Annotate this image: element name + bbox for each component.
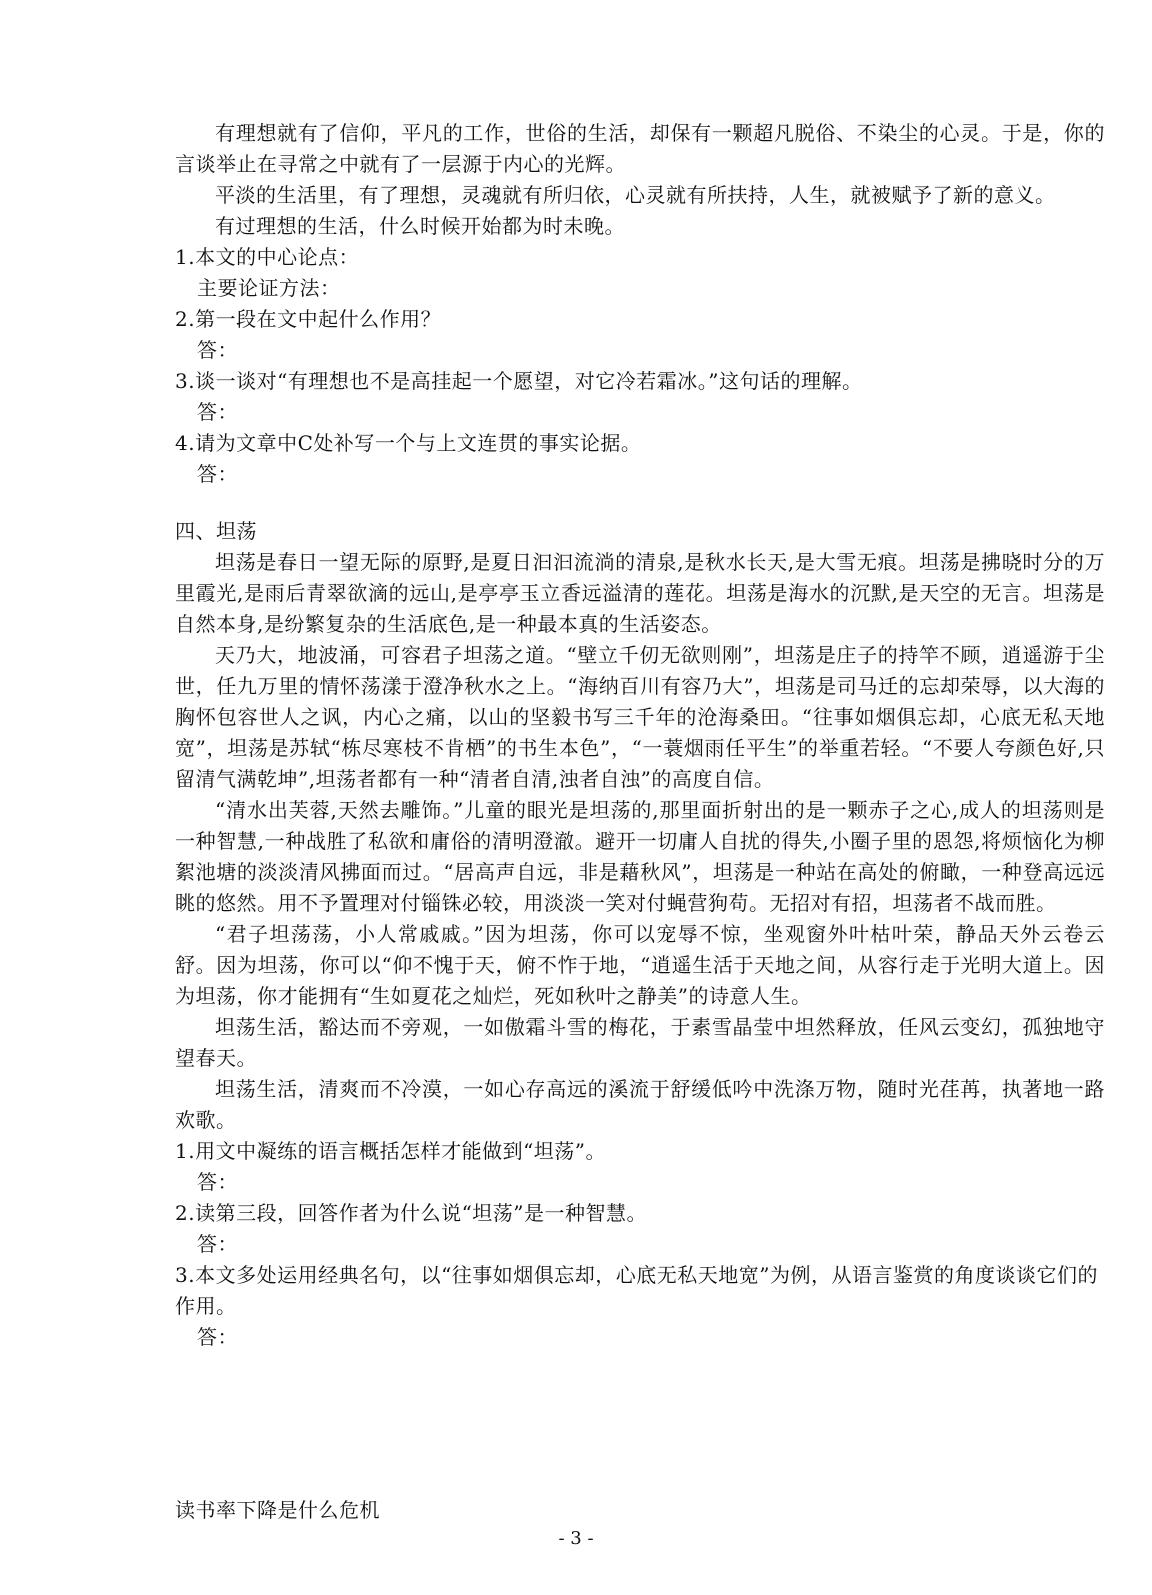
section-4-block bbox=[175, 516, 1105, 1353]
paragraph: “清水出芙蓉,天然去雕饰。”儿童的眼光是坦荡的,那里面折射出的是一颗赤子之心,成人的坦荡则是一种智慧,一种战胜了私欲和庸俗的清明澄澈。避开一切庸人自扰的得失,小圈子里的恩怨,将烦恼化为柳絮池塘的淡淡清风拂面而过。“居高声自远，非是藉秋风”，坦荡是一种站在高处的俯瞰，一种登高远远眺的悠然。用不予置理对付锱铢必较，用淡淡一笑对付蝇营狗苟。无招对有招，坦荡者不战而胜。 bbox=[175, 798, 1105, 915]
question-3: 3.本文多处运用经典名句，以“往事如烟俱忘却，心底无私天地宽”为例，从语言鉴赏的角度谈谈它们的作用。 bbox=[175, 1263, 1099, 1318]
page-number: - 3 - bbox=[558, 1528, 594, 1549]
question-1: 1.用文中凝练的语言概括怎样才能做到“坦荡”。 bbox=[175, 1139, 607, 1163]
answer-line: 答： bbox=[197, 400, 238, 424]
paragraph: 坦荡是春日一望无际的原野,是夏日汩汩流淌的清泉,是秋水长天,是大雪无痕。坦荡是拂晓时分的万里霞光,是雨后青翠欲滴的远山,是亭亭玉立香远溢清的莲花。坦荡是海水的沉默,是天空的无言。坦荡是自然本身,是纷繁复杂的生活底色,是一种最本真的生活姿态。 bbox=[175, 550, 1105, 636]
answer-line: 主要论证方法： bbox=[197, 276, 341, 300]
answer-line: 答： bbox=[197, 1325, 238, 1349]
paragraph: 平淡的生活里，有了理想，灵魂就有所归依，心灵就有所扶持，人生，就被赋予了新的意义。 bbox=[215, 183, 1056, 207]
answer-line: 答： bbox=[197, 462, 238, 486]
paragraph: 有过理想的生活，什么时候开始都为时未晚。 bbox=[215, 214, 625, 238]
paragraph: “君子坦荡荡，小人常戚戚。”因为坦荡，你可以宠辱不惊，坐观窗外叶枯叶荣，静品天外云卷云舒。因为坦荡，你可以“仰不愧于天，俯不怍于地，“逍遥生活于天地之间，从容行走于光明大道上。因为坦荡，你才能拥有“生如夏花之灿烂，死如秋叶之静美”的诗意人生。 bbox=[175, 922, 1105, 1008]
section-title: 四、坦荡 bbox=[175, 519, 257, 543]
next-article-title: 读书率下降是什么危机 bbox=[175, 1498, 380, 1522]
question-2: 2.第一段在文中起什么作用？ bbox=[175, 307, 442, 331]
section-3-block bbox=[175, 118, 1105, 490]
answer-line: 答： bbox=[197, 338, 238, 362]
question-3: 3.谈一谈对“有理想也不是高挂起一个愿望，对它冷若霜冰。”这句话的理解。 bbox=[175, 369, 863, 393]
answer-line: 答： bbox=[197, 1170, 238, 1194]
paragraph: 坦荡生活，豁达而不旁观，一如傲霜斗雪的梅花，于素雪晶莹中坦然释放，任风云变幻，孤独地守望春天。 bbox=[175, 1015, 1105, 1070]
answer-line: 答： bbox=[197, 1232, 238, 1256]
paragraph: 坦荡生活，清爽而不冷漠，一如心存高远的溪流于舒缓低吟中洗涤万物，随时光荏苒，执著地一路欢歌。 bbox=[175, 1077, 1105, 1132]
question-2: 2.读第三段，回答作者为什么说“坦荡”是一种智慧。 bbox=[175, 1201, 648, 1225]
question-4: 4.请为文章中C处补写一个与上文连贯的事实论据。 bbox=[175, 431, 642, 455]
paragraph: 天乃大，地波涌，可容君子坦荡之道。“壁立千仞无欲则刚”，坦荡是庄子的持竿不顾，逍遥游于尘世，任九万里的情怀荡漾于澄净秋水之上。“海纳百川有容乃大”，坦荡是司马迁的忘却荣辱，以大海的胸怀包容世人之讽，内心之痛，以山的坚毅书写三千年的沧海桑田。“往事如烟俱忘却，心底无私天地宽”，坦荡是苏轼“栋尽寒枝不肯栖”的书生本色”，“一蓑烟雨任平生”的举重若轻。“不要人夸颜色好,只留清气满乾坤”,坦荡者都有一种“清者自清,浊者自浊”的高度自信。 bbox=[175, 643, 1105, 791]
paragraph: 有理想就有了信仰，平凡的工作，世俗的生活，却保有一颗超凡脱俗、不染尘的心灵。于是，你的言谈举止在寻常之中就有了一层源于内心的光辉。 bbox=[175, 121, 1105, 176]
question-1: 1.本文的中心论点： bbox=[175, 245, 360, 269]
